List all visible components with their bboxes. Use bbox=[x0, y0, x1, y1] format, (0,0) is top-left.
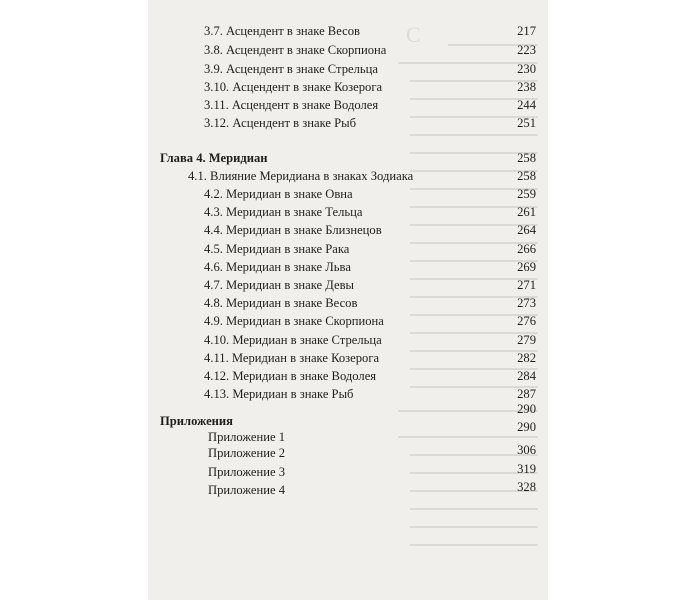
toc-entry bbox=[148, 331, 548, 349]
toc-entry-title: 3.8. Асцендент в знаке Скорпиона bbox=[204, 43, 387, 57]
appendices-title: Приложения bbox=[160, 414, 233, 428]
toc-entry bbox=[148, 221, 548, 239]
chapter-heading bbox=[148, 149, 548, 167]
toc-entry bbox=[148, 478, 548, 496]
toc-entry-page: 282 bbox=[517, 351, 536, 365]
toc-entry-title: 4.2. Меридиан в знаке Овна bbox=[204, 187, 353, 201]
toc-entry-page: 244 bbox=[517, 98, 536, 112]
toc-entry-title: 4.12. Меридиан в знаке Водолея bbox=[204, 369, 377, 383]
toc-entry-title: 4.10. Меридиан в знаке Стрельца bbox=[204, 333, 382, 347]
toc-entry-title: 3.9. Асцендент в знаке Стрельца bbox=[204, 62, 378, 76]
toc-entry-title: 4.5. Меридиан в знаке Рака bbox=[204, 242, 350, 256]
toc-entry-title: Приложение 4 bbox=[208, 483, 286, 497]
toc-entry bbox=[148, 96, 548, 114]
toc-entry-page: 238 bbox=[517, 80, 536, 94]
toc-entry-page: 264 bbox=[517, 223, 536, 237]
toc-entry bbox=[148, 114, 548, 132]
toc-entry-page: 266 bbox=[517, 242, 536, 256]
toc-entry bbox=[148, 441, 548, 459]
toc-entry-page: 259 bbox=[517, 187, 536, 201]
toc-entry-page: 328 bbox=[517, 480, 536, 494]
toc-entry-page: 230 bbox=[517, 62, 536, 76]
toc-entry-title: 4.9. Меридиан в знаке Скорпиона bbox=[204, 314, 384, 328]
toc-entry-page: 269 bbox=[517, 260, 536, 274]
toc-entry-page: 290 bbox=[517, 420, 536, 434]
toc-entry-title: Приложение 1 bbox=[208, 430, 286, 444]
show-through-texture: С bbox=[148, 0, 548, 600]
toc-entry-page: 273 bbox=[517, 296, 536, 310]
toc-entry-title: 4.8. Меридиан в знаке Весов bbox=[204, 296, 358, 310]
toc-entry-title: 4.11. Меридиан в знаке Козерога bbox=[204, 351, 380, 365]
toc-entry bbox=[148, 385, 548, 403]
toc-entry-page: 276 bbox=[517, 314, 536, 328]
toc-entry-page: 306 bbox=[517, 443, 536, 457]
toc-entry-page: 258 bbox=[517, 169, 536, 183]
toc-entry bbox=[148, 312, 548, 330]
toc-entry bbox=[148, 185, 548, 203]
toc-entry bbox=[148, 240, 548, 258]
toc-entry-title: 3.11. Асцендент в знаке Водолея bbox=[204, 98, 379, 112]
toc-entry-title: 4.13. Меридиан в знаке Рыб bbox=[204, 387, 354, 401]
toc-entry-page: 319 bbox=[517, 462, 536, 476]
toc-entry bbox=[148, 22, 548, 40]
toc-entry bbox=[148, 41, 548, 59]
toc-entry bbox=[148, 167, 548, 185]
toc-entry-title: Приложение 3 bbox=[208, 465, 286, 479]
book-page bbox=[148, 0, 548, 600]
chapter-title: Глава 4. Меридиан bbox=[160, 151, 268, 165]
toc-entry-title: 4.3. Меридиан в знаке Тельца bbox=[204, 205, 363, 219]
toc-entry-title: Приложение 2 bbox=[208, 446, 286, 460]
toc-entry bbox=[148, 294, 548, 312]
toc-entry-page: 284 bbox=[517, 369, 536, 383]
toc-entry-page: 251 bbox=[517, 116, 536, 130]
appendices-page: 290 bbox=[517, 402, 536, 416]
toc-entry-title: 3.12. Асцендент в знаке Рыб bbox=[204, 116, 356, 130]
chapter-page: 258 bbox=[517, 151, 536, 165]
toc-entry bbox=[148, 203, 548, 221]
toc-entry bbox=[148, 349, 548, 367]
toc-entry-page: 217 bbox=[517, 24, 536, 38]
toc-entry-title: 3.7. Асцендент в знаке Весов bbox=[204, 24, 360, 38]
toc-entry-page: 223 bbox=[517, 43, 536, 57]
toc-entry-page: 279 bbox=[517, 333, 536, 347]
toc-entry-title: 4.7. Меридиан в знаке Девы bbox=[204, 278, 355, 292]
toc-entry bbox=[148, 60, 548, 78]
toc-entry-page: 261 bbox=[517, 205, 536, 219]
toc-entry-title: 4.1. Влияние Меридиана в знаках Зодиака bbox=[188, 169, 414, 183]
toc-entry-page: 287 bbox=[517, 387, 536, 401]
toc-entry bbox=[148, 78, 548, 96]
toc-entry bbox=[148, 258, 548, 276]
toc-entry-page: 271 bbox=[517, 278, 536, 292]
toc-entry-title: 4.6. Меридиан в знаке Льва bbox=[204, 260, 351, 274]
toc-entry bbox=[148, 460, 548, 478]
toc-entry-title: 3.10. Асцендент в знаке Козерога bbox=[204, 80, 383, 94]
toc-entry bbox=[148, 418, 548, 444]
toc-entry-title: 4.4. Меридиан в знаке Близнецов bbox=[204, 223, 382, 237]
toc-entry bbox=[148, 276, 548, 294]
toc-entry bbox=[148, 367, 548, 385]
